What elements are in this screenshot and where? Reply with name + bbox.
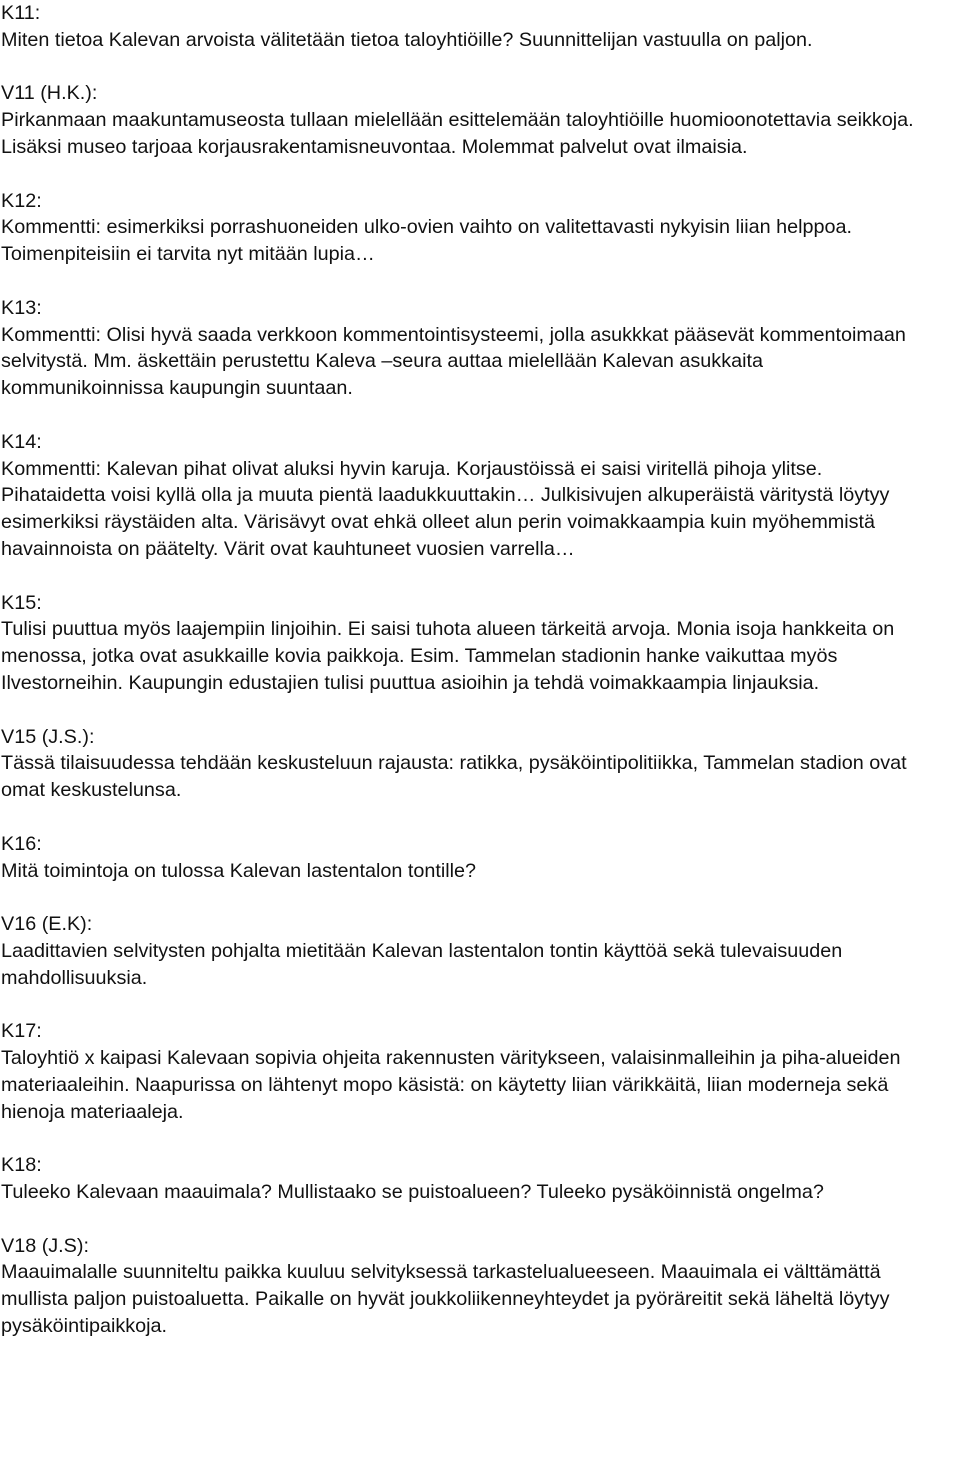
qa-block-k17 bbox=[1, 1018, 931, 1125]
qa-block-v15 bbox=[1, 724, 931, 804]
speaker-label: K17: bbox=[1, 1020, 42, 1043]
qa-block-k11 bbox=[1, 0, 931, 54]
block-text: Kommentti: Kalevan pihat olivat aluksi hyvin karuja. Korjaustöissä ei saisi viritellä pihoja ylitse. Pihataidetta voisi kyllä olla ja muuta pientä laadukkuuttakin… Julkisivujen alkuperäistä väritystä löytyy esimerkiksi räystäiden alta. Värisävyt ovat ehkä olleet alun perin voimakkaampia kuin myöhemmistä havainnoista on päätelty. Värit ovat kauhtuneet vuosien varrella… bbox=[1, 457, 890, 560]
qa-block-k18 bbox=[1, 1152, 931, 1206]
qa-block-k16 bbox=[1, 831, 931, 885]
block-text: Laadittavien selvitysten pohjalta mietitään Kalevan lastentalon tontin käyttöä sekä tulevaisuuden mahdollisuuksia. bbox=[1, 939, 843, 989]
qa-block-k15 bbox=[1, 590, 931, 697]
block-text: Tulisi puuttua myös laajempiin linjoihin. Ei saisi tuhota alueen tärkeitä arvoja. Monia isoja hankkeita on menossa, jotka ovat asukkaille kovia paikkoja. Esim. Tammelan stadionin hanke vaikuttaa myös Ilvestorneihin. Kaupungin edustajien tulisi puuttua asioihin ja tehdä voimakkaampia linjauksia. bbox=[1, 618, 895, 694]
qa-block-k14 bbox=[1, 429, 931, 563]
block-text: Mitä toimintoja on tulossa Kalevan lastentalon tontille? bbox=[1, 859, 477, 882]
speaker-label: K11: bbox=[1, 2, 41, 24]
block-text: Maauimalalle suunniteltu paikka kuuluu selvityksessä tarkastelualueeseen. Maauimala ei välttämättä mullista paljon puistoaluetta. Paikalle on hyvät joukkoliikenneyhteydet ja pyöräreitit sekä läheltä löytyy pysäköintipaikkoja. bbox=[1, 1261, 890, 1338]
qa-block-v16 bbox=[1, 911, 931, 991]
block-text: Miten tietoa Kalevan arvoista välitetään tietoa taloyhtiöille? Suunnittelijan vastuulla on paljon. bbox=[1, 28, 813, 51]
speaker-label: V11 (H.K.): bbox=[1, 82, 98, 105]
block-text: Tuleeko Kalevaan maauimala? Mullistaako se puistoalueen? Tuleeko pysäköinnistä ongelma? bbox=[1, 1181, 824, 1204]
block-text: Taloyhtiö x kaipasi Kalevaan sopivia ohjeita rakennusten väritykseen, valaisinmalleihin ja piha-alueiden materiaaleihin. Naapurissa on lähtenyt mopo käsistä: on käytetty liian värikkäitä, liian moderneja sekä hienoja materiaaleja. bbox=[1, 1047, 901, 1123]
speaker-label: V18 (J.S): bbox=[1, 1234, 89, 1257]
speaker-label: V15 (J.S.): bbox=[1, 725, 95, 748]
block-text: Pirkanmaan maakuntamuseosta tullaan mielellään esittelemään taloyhtiöille huomioonotettavia seikkoja. Lisäksi museo tarjoaa korjausrakentamisneuvontaa. Molemmat palvelut ovat ilmaisia. bbox=[1, 109, 914, 158]
speaker-label: K14: bbox=[1, 430, 42, 453]
speaker-label: K16: bbox=[1, 832, 42, 855]
qa-block-v11 bbox=[1, 80, 931, 160]
qa-block-v18 bbox=[1, 1233, 931, 1340]
qa-block-k12 bbox=[1, 188, 931, 268]
speaker-label: K12: bbox=[1, 189, 42, 212]
speaker-label: K18: bbox=[1, 1154, 42, 1177]
block-text: Tässä tilaisuudessa tehdään keskusteluun rajausta: ratikka, pysäköintipolitiikka, Tammelan stadion ovat omat keskustelunsa. bbox=[1, 752, 907, 802]
block-text: Kommentti: esimerkiksi porrashuoneiden ulko-ovien vaihto on valitettavasti nykyisin liian helppoa. Toimenpiteisiin ei tarvita nyt mitään lupia… bbox=[1, 216, 853, 266]
block-text: Kommentti: Olisi hyvä saada verkkoon kommentointisysteemi, jolla asukkkat pääsevät kommentoimaan selvitystä. Mm. äskettäin perustettu Kaleva –seura auttaa mielellään Kalevan asukkaita kommunikoinnissa kaupungin suuntaan. bbox=[1, 323, 906, 400]
speaker-label: K13: bbox=[1, 296, 42, 319]
qa-block-k13 bbox=[1, 295, 931, 402]
speaker-label: K15: bbox=[1, 591, 42, 614]
speaker-label: V16 (E.K): bbox=[1, 913, 93, 936]
